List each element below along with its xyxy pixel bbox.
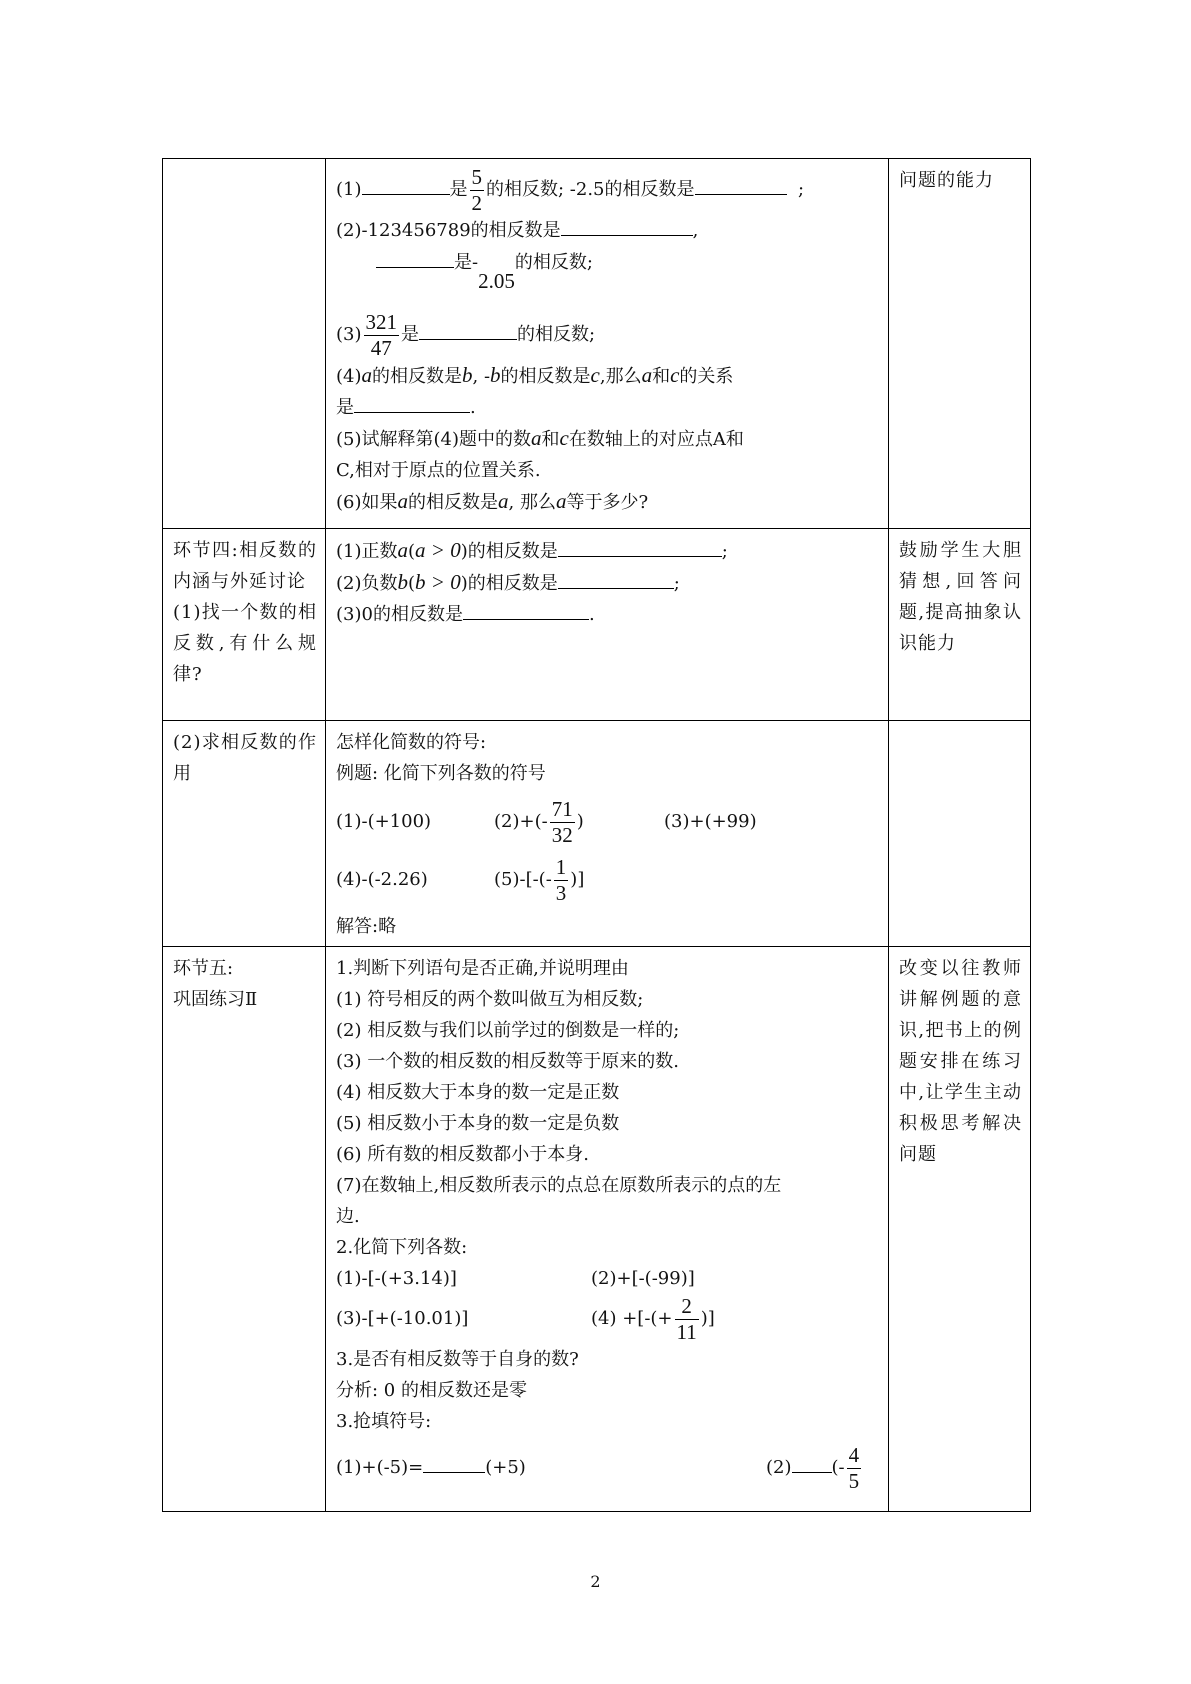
fraction: $\frac{321}{47}$ <box>365 309 397 360</box>
exercise-2-row-2: (3)-[+(-10.01)] (4) +[-(+ $\frac{2}{11}$ )] <box>336 1293 715 1344</box>
answer-blank <box>419 319 517 340</box>
fraction: $\frac{2}{11}$ <box>676 1293 697 1344</box>
question-3: (3)0的相反数是 . <box>336 599 880 630</box>
section-heading: 怎样化简数的符号: <box>336 732 487 753</box>
content-cell <box>326 159 889 529</box>
example-heading: 例题: 化简下列各数的符号 <box>336 763 546 784</box>
list-item: (1) 符号相反的两个数叫做互为相反数; <box>336 989 644 1010</box>
exercise-3-heading: 3.是否有相反数等于自身的数? <box>336 1349 579 1370</box>
question-5: (5)试解释第(4)题中的数a和c在数轴上的对应点A和 <box>336 426 744 450</box>
table-row <box>163 947 1031 1512</box>
content-cell <box>326 529 889 721</box>
answer-blank <box>561 215 693 236</box>
answer-blank <box>558 568 674 589</box>
question-4: (4)a的相反数是b, -b的相反数是c,那么a和c的关系 <box>336 363 734 387</box>
list-item: (6) 所有数的相反数都小于本身. <box>336 1144 589 1165</box>
answer-blank <box>376 247 454 268</box>
exercise-2-heading: 2.化简下列各数: <box>336 1237 468 1258</box>
list-item: (3) 一个数的相反数的相反数等于原来的数. <box>336 1051 679 1072</box>
example-5: (5)-[-(- $\frac{1}{3}$ )] <box>494 854 585 905</box>
answer-blank <box>558 536 722 557</box>
list-item: (2) 相反数与我们以前学过的倒数是一样的; <box>336 1020 680 1041</box>
question-5-second-line: C,相对于原点的位置关系. <box>336 460 541 481</box>
example-row-2: (4)-(-2.26) (5)-[-(- $\frac{1}{3}$ )] <box>336 854 585 905</box>
note-cell: 改变以往教师讲解例题的意识,把书上的例题安排在练习中,让学生主动积极思考解决问题 <box>889 947 1031 1512</box>
exercise-4-item-2: (2) (- $\frac{4}{5}$ <box>766 1442 860 1493</box>
list-item-continued: 边. <box>336 1206 360 1227</box>
question-4-second-line: 是 . <box>336 392 880 423</box>
content-cell <box>326 721 889 947</box>
exercise-2-item-4: (4) +[-(+ $\frac{2}{11}$ )] <box>591 1293 715 1344</box>
note-cell: 鼓励学生大胆猜想,回答问题,提高抽象认识能力 <box>889 529 1031 721</box>
answer-blank <box>354 392 470 413</box>
table-row <box>163 159 1031 529</box>
stage-cell: (2)求相反数的作用 <box>163 721 326 947</box>
example-row-1: (1)-(+100) (2)+(- $\frac{71}{32}$ ) (3)+(+99) <box>336 796 757 847</box>
stage-cell: 环节五: 巩固练习Ⅱ <box>163 947 326 1512</box>
lesson-plan-table <box>162 158 1031 1512</box>
question-1: (1)正数a(a > 0)的相反数是 ; <box>336 538 728 562</box>
exercise-4-heading: 3.抢填符号: <box>336 1411 432 1432</box>
answer-blank <box>792 1452 832 1473</box>
list-item: (7)在数轴上,相反数所表示的点总在原数所表示的点的左 <box>336 1175 782 1196</box>
exercise-4-row <box>336 1443 880 1493</box>
example-2: (2)+(- $\frac{71}{32}$ ) <box>494 796 584 847</box>
note-cell: 问题的能力 <box>889 159 1031 529</box>
note-cell <box>889 721 1031 947</box>
fraction: $\frac{1}{3}$ <box>555 854 567 905</box>
page-number: 2 <box>590 1572 601 1591</box>
question-2: (2)-123456789的相反数是 , <box>336 215 880 246</box>
answer-blank <box>423 1452 485 1473</box>
answer-blank <box>463 599 589 620</box>
exercise-3-analysis: 分析: 0 的相反数还是零 <box>336 1380 527 1401</box>
answer-blank <box>362 174 450 195</box>
question-1: (1) 是 $\frac{5}{2}$ 的相反数; -2.5的相反数是 ; <box>336 164 805 215</box>
answer-line: 解答:略 <box>336 916 397 937</box>
table-row <box>163 529 1031 721</box>
question-3: (3) $\frac{321}{47}$ 是 的相反数; <box>336 309 596 360</box>
fraction: $\frac{4}{5}$ <box>848 1442 860 1493</box>
content-cell <box>326 947 889 1512</box>
exercise-2-row-1: (1)-[-(+3.14)] (2)+[-(-99)] <box>336 1268 695 1289</box>
table-row <box>163 721 1031 947</box>
stage-cell: 环节四:相反数的内涵与外延讨论 (1)找一个数的相反数,有什么规律? <box>163 529 326 721</box>
list-item: (4) 相反数大于本身的数一定是正数 <box>336 1082 620 1103</box>
fraction: $\frac{71}{32}$ <box>551 796 573 847</box>
answer-blank <box>695 174 787 195</box>
exercise-4-item-1: (1)+(-5)= (+5) <box>336 1443 526 1493</box>
fraction: $\frac{5}{2}$ <box>471 164 482 215</box>
question-2-second-line: 是-2.05的相反数; <box>336 246 880 298</box>
stage-cell <box>163 159 326 529</box>
question-6: (6)如果a的相反数是a, 那么a等于多少? <box>336 489 649 513</box>
list-item: (5) 相反数小于本身的数一定是负数 <box>336 1113 620 1134</box>
exercise-1-heading: 1.判断下列语句是否正确,并说明理由 <box>336 958 629 979</box>
question-2: (2)负数b(b > 0)的相反数是 ; <box>336 570 680 594</box>
